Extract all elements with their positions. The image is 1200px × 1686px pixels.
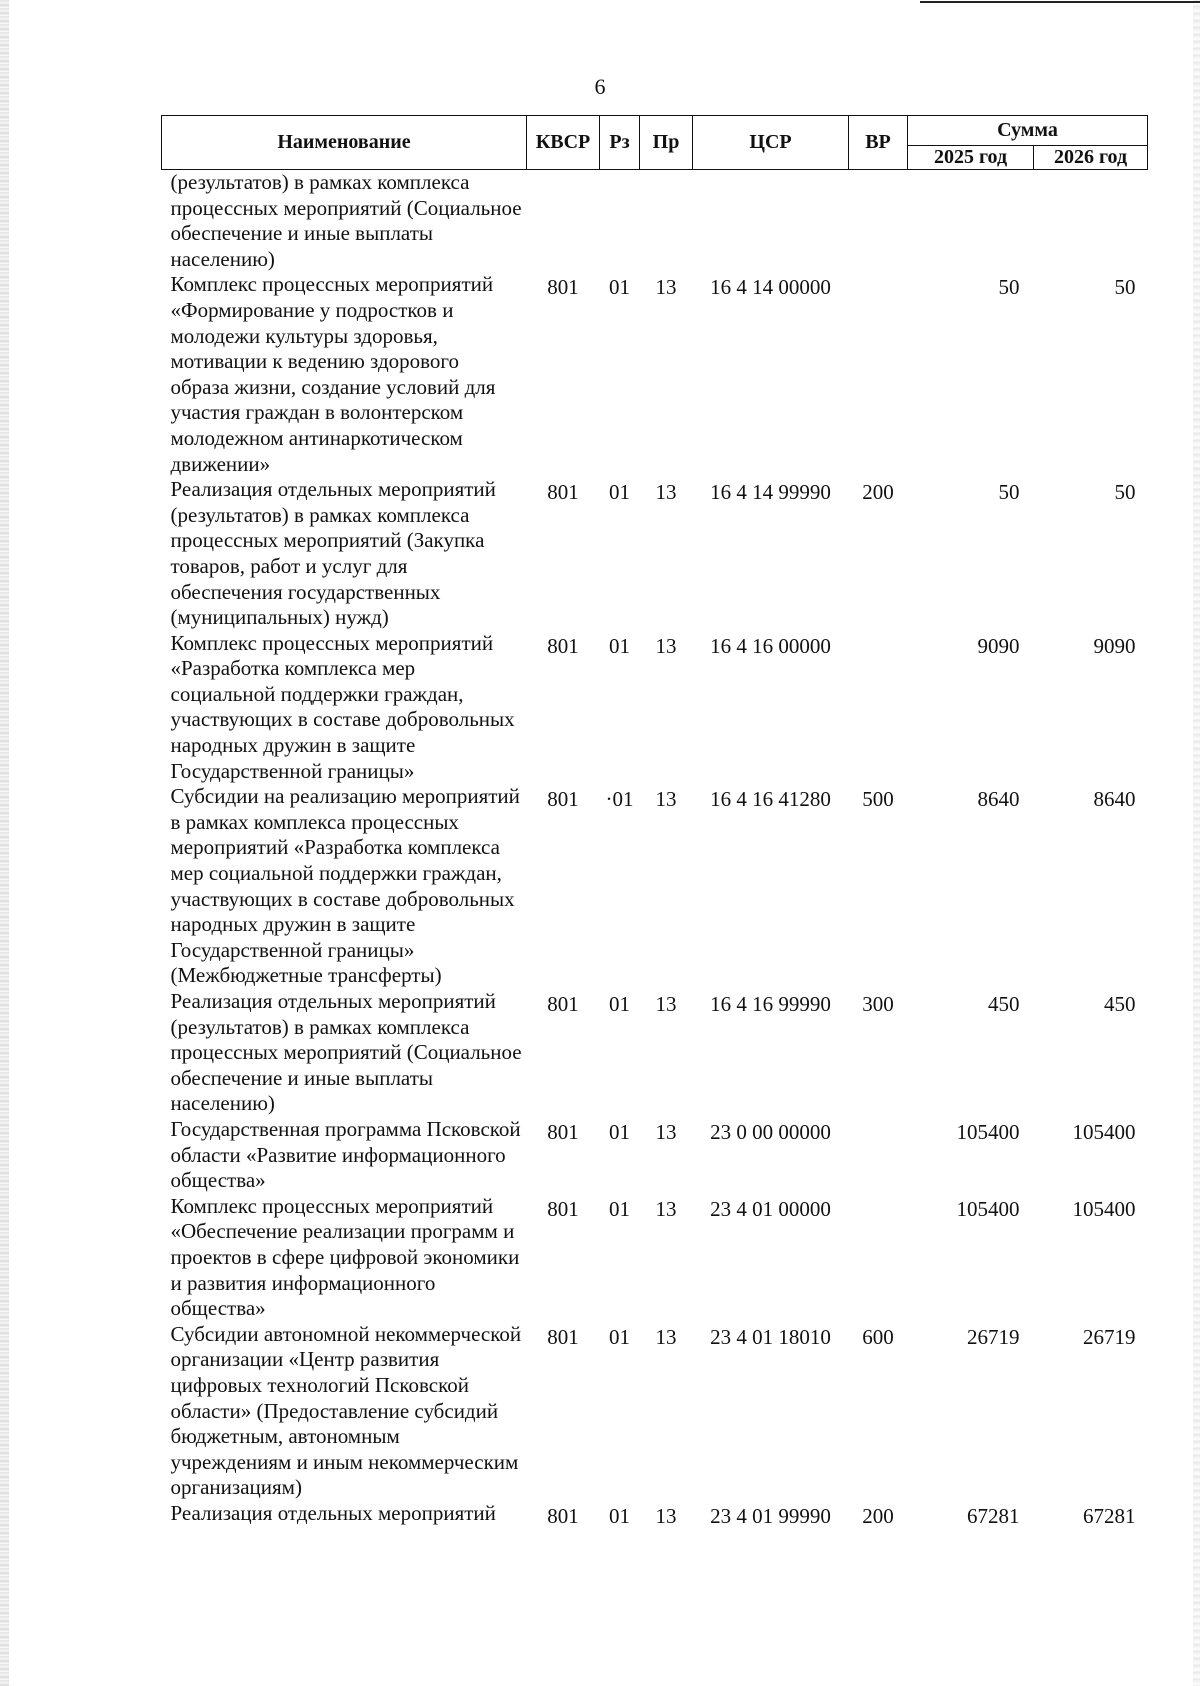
row-rz: 01 [609,633,630,658]
row-kvsr: 801 [547,275,579,300]
row-pr: 13 [655,1324,677,1349]
table-row [162,170,1148,273]
table-row [162,784,1148,989]
row-sum-2026: 105400 [1072,1196,1136,1221]
row-name: Комплекс процессных мероприятий «Обеспечение реализации программ и проектов в сфере цифровой экономики и развития информационного общества» [170,1193,520,1321]
row-name: Реализация отдельных мероприятий [170,1500,496,1525]
table-row [162,1117,1148,1194]
table-row [162,1194,1148,1322]
row-name: Реализация отдельных мероприятий (результатов) в рамках комплекса процессных мероприятий (Социальное обеспечение и иные выплаты населению) [170,989,522,1116]
header-vr: ВР [849,116,908,170]
row-kvsr [527,170,600,273]
row-kvsr: 801 [547,787,579,812]
row-name: Комплекс процессных мероприятий «Формирование у подростков и молодежи культуры здоровья, мотивации к ведению здорового образа жизни, создание условий для участия граждан в волонтерском молодежном антинаркотическом движении» [170,272,496,476]
row-rz: 01 [609,480,630,505]
row-sum-2025: 50 [998,275,1020,300]
row-kvsr: 801 [547,480,579,505]
row-csr: 23 4 01 00000 [710,1196,831,1221]
row-sum-2026: 26719 [1083,1324,1136,1349]
row-vr: 200 [862,480,894,505]
row-name: Реализация отдельных мероприятий (результатов) в рамках комплекса процессных мероприятий (Закупка товаров, работ и услуг для обеспечения государственных (муниципальных) нужд) [170,477,496,630]
row-name: Комплекс процессных мероприятий «Разработка комплекса мер социальной поддержки граждан, участвующих в составе добровольных народных дружин в защите Государственной границы» [170,630,515,783]
row-rz: ·01 [605,787,634,812]
row-vr: 600 [862,1324,894,1349]
row-sum-2025: 26719 [967,1324,1020,1349]
row-rz: 01 [609,992,630,1016]
row-vr: 300 [862,992,894,1016]
row-vr: 500 [862,787,894,812]
row-name: Субсидии на реализацию мероприятий в рамках комплекса процессных мероприятий «Разработка комплекса мер социальной поддержки граждан, участвующих в составе добровольных народных дружин в защите Государственной границы» (Межбюджетные трансферты) [170,784,520,988]
row-csr: 16 4 14 99990 [710,480,831,505]
row-vr [849,272,908,477]
row-vr [849,631,908,785]
row-csr: 16 4 16 00000 [710,633,831,658]
row-sum-2026 [1034,170,1148,273]
row-vr [849,170,908,273]
page-number: 6 [594,74,606,99]
row-name: (результатов) в рамках комплекса процессных мероприятий (Социальное обеспечение и иные выплаты населению) [170,170,522,271]
row-csr: 23 0 00 00000 [710,1119,831,1144]
header-rz: Рз [600,116,640,170]
row-sum-2026: 8640 [1093,787,1136,812]
row-csr [693,170,849,273]
row-kvsr: 801 [547,1196,579,1221]
row-sum-2026: 67281 [1083,1503,1136,1528]
row-csr: 23 4 01 18010 [710,1324,831,1349]
row-pr: 13 [655,1196,677,1221]
row-csr: 23 4 01 99990 [710,1503,831,1528]
row-pr: 13 [655,992,677,1016]
row-kvsr: 801 [547,1503,579,1528]
row-kvsr: 801 [547,633,579,658]
row-rz [600,170,640,273]
row-kvsr: 801 [547,992,579,1016]
row-sum-2026: 450 [1104,992,1136,1016]
table-row [162,989,1148,1117]
row-sum-2025: 450 [988,992,1020,1016]
header-sum: Сумма [908,116,1148,146]
budget-table [161,115,1148,1529]
row-name: Государственная программа Псковской области «Развитие информационного общества» [170,1116,521,1193]
scan-top-line [920,1,1200,3]
table-row [162,1322,1148,1501]
row-sum-2025: 50 [998,480,1020,505]
row-sum-2026: 9090 [1093,633,1136,658]
table-row [162,1501,1148,1530]
header-name: Наименование [162,116,527,170]
budget-table-container [161,115,1147,1529]
row-sum-2025: 9090 [977,633,1020,658]
header-year-2026: 2026 год [1034,146,1148,170]
row-vr [849,1117,908,1194]
row-sum-2026: 50 [1114,480,1136,505]
row-pr [640,170,693,273]
row-csr: 16 4 16 99990 [710,992,831,1016]
header-csr: ЦСР [693,116,849,170]
row-csr: 16 4 16 41280 [710,787,831,812]
table-row [162,631,1148,785]
table-row [162,477,1148,631]
row-sum-2025 [908,170,1034,273]
scan-edge-left [0,0,9,1686]
row-rz: 01 [609,1196,630,1221]
table-body [162,170,1148,1530]
row-sum-2025: 67281 [967,1503,1020,1528]
row-kvsr: 801 [547,1119,579,1144]
row-vr: 200 [862,1503,894,1528]
table-header [162,116,1148,170]
row-pr: 13 [655,1503,677,1528]
header-year-2025: 2025 год [908,146,1034,170]
row-pr: 13 [655,275,677,300]
row-csr: 16 4 14 00000 [710,275,831,300]
scan-edge-right [1193,0,1200,1686]
row-sum-2026: 50 [1114,275,1136,300]
row-pr: 13 [655,1119,677,1144]
row-rz: 01 [609,1119,630,1144]
header-kvsr: КВСР [527,116,600,170]
row-name: Субсидии автономной некоммерческой организации «Центр развития цифровых технологий Псковской области» (Предоставление субсидий бюджетным, автономным учреждениям и иным некоммерческим организациям) [170,1321,522,1500]
row-rz: 01 [609,1503,630,1528]
row-sum-2026: 105400 [1072,1119,1136,1144]
row-rz: 01 [609,275,630,300]
row-pr: 13 [655,787,677,812]
row-kvsr: 801 [547,1324,579,1349]
table-row [162,272,1148,477]
row-sum-2025: 105400 [956,1119,1020,1144]
row-pr: 13 [655,633,677,658]
row-pr: 13 [655,480,677,505]
row-vr [849,1194,908,1322]
row-sum-2025: 105400 [956,1196,1020,1221]
row-rz: 01 [609,1324,630,1349]
row-sum-2025: 8640 [977,787,1020,812]
header-pr: Пр [640,116,693,170]
